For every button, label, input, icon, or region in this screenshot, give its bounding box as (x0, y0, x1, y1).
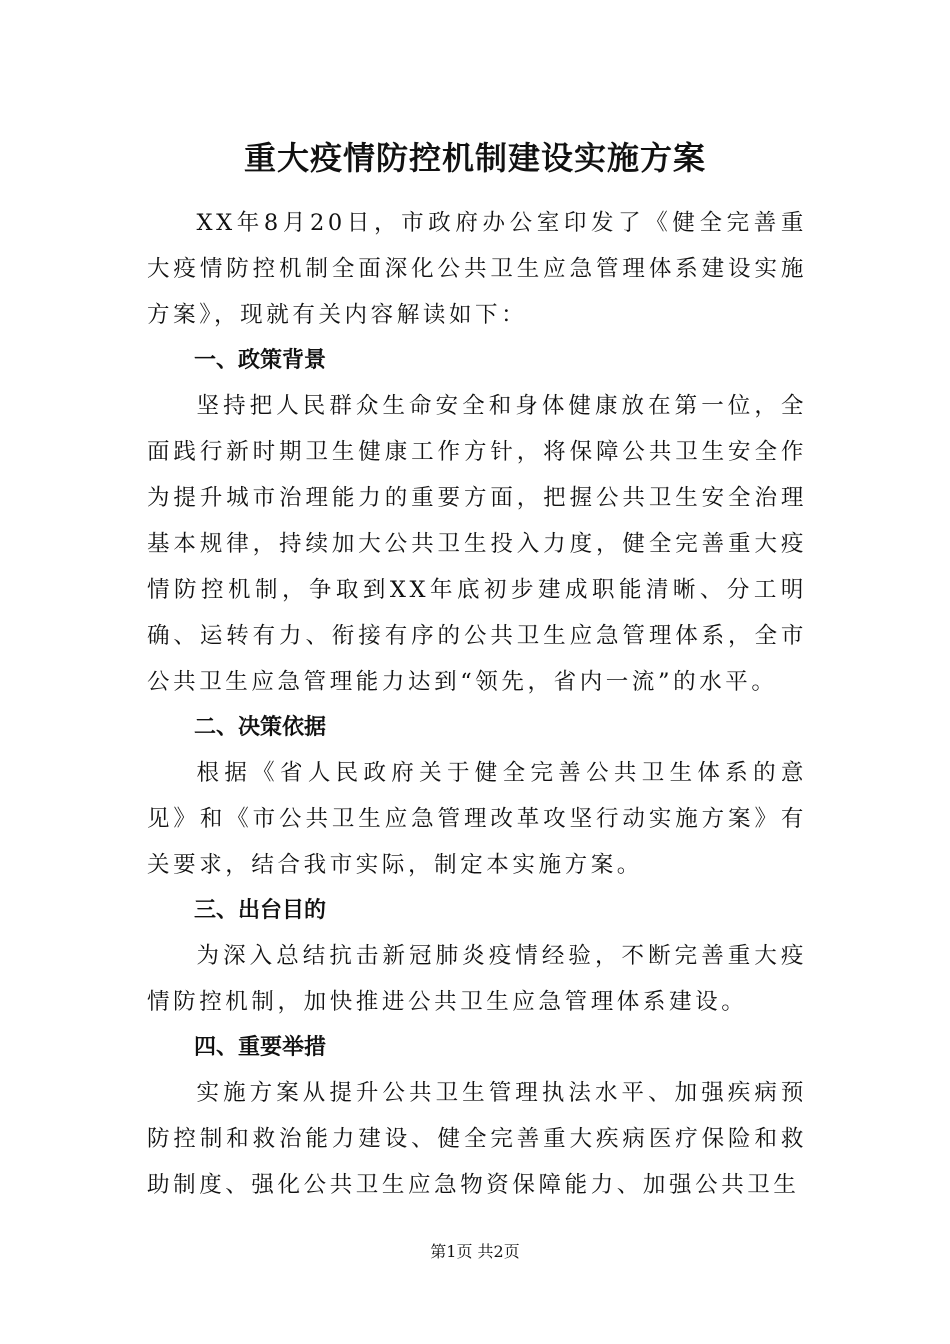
section-text-background: 坚持把人民群众生命安全和身体健康放在第一位，全面践行新时期卫生健康工作方针，将保障公共卫生安全作为提升城市治理能力的重要方面，把握公共卫生安全治理基本规律，持续加大公共卫生投入力度，健全完善重大疫情防控机制，争取到XX年底初步建成职能清晰、分工明确、运转有力、衔接有序的公共卫生应急管理体系，全市公共卫生应急管理能力达到“领先，省内一流”的水平。 (147, 393, 807, 695)
section-heading-measures: 四、重要举措 (194, 1035, 327, 1060)
document-body (147, 200, 807, 1208)
page-footer: 第1页 共2页 (430, 1242, 520, 1261)
section-text-purpose: 为深入总结抗击新冠肺炎疫情经验，不断完善重大疫情防控机制，加快推进公共卫生应急管理体系建设。 (147, 943, 807, 1015)
section-heading-purpose: 三、出台目的 (194, 898, 327, 923)
section-heading-background: 一、政策背景 (194, 348, 327, 373)
section-text-measures: 实施方案从提升公共卫生管理执法水平、加强疾病预防控制和救治能力建设、健全完善重大疾病医疗保险和救助制度、强化公共卫生应急物资保障能力、加强公共卫生 (147, 1080, 807, 1198)
section-heading-basis: 二、决策依据 (194, 715, 327, 740)
section-text-basis: 根据《省人民政府关于健全完善公共卫生体系的意见》和《市公共卫生应急管理改革攻坚行动实施方案》有关要求，结合我市实际，制定本实施方案。 (147, 760, 807, 878)
intro-paragraph: XX年8月20日，市政府办公室印发了《健全完善重大疫情防控机制全面深化公共卫生应急管理体系建设实施方案》，现就有关内容解读如下： (147, 210, 807, 328)
document-title: 重大疫情防控机制建设实施方案 (243, 139, 706, 177)
